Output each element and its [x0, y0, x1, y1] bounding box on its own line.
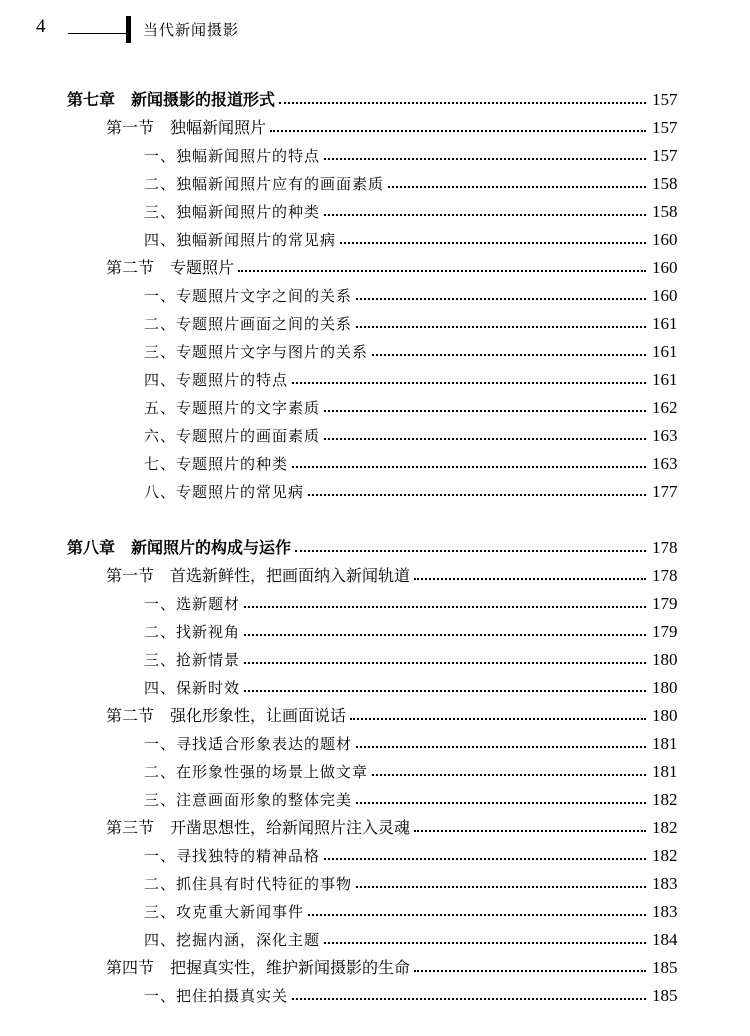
toc-item	[0, 756, 750, 784]
toc-chapter-block	[0, 532, 750, 1008]
toc-item	[0, 840, 750, 868]
toc-title: 三、专题照片文字与图片的关系	[144, 343, 369, 361]
toc-title: 第一节 独幅新闻照片	[106, 118, 267, 137]
toc-title: 三、攻克重大新闻事件	[144, 903, 305, 921]
dot-leader	[356, 886, 646, 888]
dot-leader	[356, 802, 646, 804]
toc-section	[0, 700, 750, 728]
toc-item	[0, 140, 750, 168]
table-of-contents	[0, 84, 750, 1036]
dot-leader	[324, 158, 646, 160]
header-rule	[68, 33, 126, 34]
toc-page-number: 181	[652, 734, 678, 753]
toc-page-number: 161	[652, 370, 678, 389]
toc-page-number: 180	[652, 678, 678, 697]
toc-item	[0, 168, 750, 196]
toc-title: 第七章 新闻摄影的报道形式	[67, 90, 276, 109]
toc-item	[0, 476, 750, 504]
dot-leader	[372, 354, 646, 356]
toc-title: 六、专题照片的画面素质	[144, 427, 321, 445]
toc-title: 三、独幅新闻照片的种类	[144, 203, 321, 221]
running-title: 当代新闻摄影	[143, 21, 240, 39]
toc-title: 七、专题照片的种类	[144, 455, 289, 473]
toc-title: 第一节 首选新鲜性，把画面纳入新闻轨道	[106, 566, 411, 585]
dot-leader	[292, 998, 646, 1000]
dot-leader	[324, 942, 646, 944]
toc-title: 第二节 专题照片	[106, 258, 235, 277]
dot-leader	[244, 606, 646, 608]
toc-page-number: 181	[652, 762, 678, 781]
toc-item	[0, 924, 750, 952]
dot-leader	[295, 550, 646, 552]
toc-title: 一、选新题材	[144, 595, 241, 613]
toc-title: 八、专题照片的常见病	[144, 483, 305, 501]
toc-item	[0, 672, 750, 700]
dot-leader	[414, 578, 646, 580]
toc-item	[0, 280, 750, 308]
toc-title: 第三节 开凿思想性，给新闻照片注入灵魂	[106, 818, 411, 837]
toc-item	[0, 784, 750, 812]
toc-item	[0, 588, 750, 616]
toc-page-number: 162	[652, 398, 678, 417]
toc-page-number: 161	[652, 314, 678, 333]
toc-title: 二、抓住具有时代特征的事物	[144, 875, 353, 893]
toc-item	[0, 392, 750, 420]
toc-title: 四、专题照片的特点	[144, 371, 289, 389]
toc-page-number: 160	[652, 230, 678, 249]
toc-title: 一、专题照片文字之间的关系	[144, 287, 353, 305]
page-header	[0, 0, 750, 56]
dot-leader	[270, 130, 646, 132]
toc-chapter	[0, 532, 750, 560]
dot-leader	[388, 186, 646, 188]
toc-title: 第八章 新闻照片的构成与运作	[67, 538, 292, 557]
dot-leader	[308, 494, 646, 496]
dot-leader	[324, 858, 646, 860]
toc-page-number: 183	[652, 902, 678, 921]
toc-page-number: 157	[652, 146, 678, 165]
page-number: 4	[36, 16, 46, 37]
toc-page-number: 157	[652, 90, 678, 109]
toc-section	[0, 952, 750, 980]
dot-leader	[340, 242, 646, 244]
toc-page-number: 182	[652, 790, 678, 809]
dot-leader	[414, 970, 646, 972]
toc-page-number: 179	[652, 622, 678, 641]
dot-leader	[238, 270, 646, 272]
toc-item	[0, 308, 750, 336]
dot-leader	[324, 438, 646, 440]
toc-title: 三、注意画面形象的整体完美	[144, 791, 353, 809]
toc-title: 三、抢新情景	[144, 651, 241, 669]
dot-leader	[308, 914, 646, 916]
toc-page-number: 179	[652, 594, 678, 613]
toc-item	[0, 224, 750, 252]
dot-leader	[372, 774, 646, 776]
toc-page-number: 163	[652, 454, 678, 473]
toc-page-number: 178	[652, 538, 678, 557]
toc-page-number: 177	[652, 482, 678, 501]
dot-leader	[356, 326, 646, 328]
toc-page-number: 183	[652, 874, 678, 893]
toc-title: 一、独幅新闻照片的特点	[144, 147, 321, 165]
dot-leader	[356, 298, 646, 300]
toc-title: 一、寻找适合形象表达的题材	[144, 735, 353, 753]
toc-item	[0, 616, 750, 644]
toc-title: 二、专题照片画面之间的关系	[144, 315, 353, 333]
toc-page-number: 161	[652, 342, 678, 361]
toc-page-number: 180	[652, 706, 678, 725]
dot-leader	[356, 746, 646, 748]
dot-leader	[279, 102, 646, 104]
toc-page-number: 180	[652, 650, 678, 669]
toc-item	[0, 728, 750, 756]
toc-title: 四、挖掘内涵，深化主题	[144, 931, 321, 949]
toc-item	[0, 644, 750, 672]
toc-section	[0, 252, 750, 280]
toc-item	[0, 196, 750, 224]
toc-title: 四、独幅新闻照片的常见病	[144, 231, 337, 249]
dot-leader	[324, 214, 646, 216]
dot-leader	[244, 662, 646, 664]
toc-page-number: 178	[652, 566, 678, 585]
toc-section	[0, 112, 750, 140]
toc-title: 四、保新时效	[144, 679, 241, 697]
toc-title: 第二节 强化形象性，让画面说话	[106, 706, 347, 725]
toc-chapter-block	[0, 84, 750, 504]
dot-leader	[350, 718, 646, 720]
toc-page-number: 158	[652, 202, 678, 221]
toc-page-number: 163	[652, 426, 678, 445]
dot-leader	[244, 690, 646, 692]
dot-leader	[324, 410, 646, 412]
toc-section	[0, 560, 750, 588]
dot-leader	[292, 466, 646, 468]
toc-title: 第四节 把握真实性，维护新闻摄影的生命	[106, 958, 411, 977]
toc-item	[0, 448, 750, 476]
toc-item	[0, 364, 750, 392]
toc-chapter	[0, 84, 750, 112]
toc-page-number: 182	[652, 818, 678, 837]
dot-leader	[244, 634, 646, 636]
toc-title: 一、寻找独特的精神品格	[144, 847, 321, 865]
toc-section	[0, 812, 750, 840]
toc-page-number: 160	[652, 286, 678, 305]
toc-page-number: 185	[652, 986, 678, 1005]
toc-item	[0, 980, 750, 1008]
toc-item	[0, 896, 750, 924]
toc-title: 二、在形象性强的场景上做文章	[144, 763, 369, 781]
header-bar	[126, 16, 131, 43]
toc-page-number: 185	[652, 958, 678, 977]
toc-title: 五、专题照片的文字素质	[144, 399, 321, 417]
toc-page-number: 158	[652, 174, 678, 193]
toc-title: 二、独幅新闻照片应有的画面素质	[144, 175, 385, 193]
toc-item	[0, 420, 750, 448]
dot-leader	[292, 382, 646, 384]
toc-item	[0, 868, 750, 896]
toc-page-number: 160	[652, 258, 678, 277]
dot-leader	[414, 830, 646, 832]
toc-title: 一、把住拍摄真实关	[144, 987, 289, 1005]
toc-page-number: 157	[652, 118, 678, 137]
toc-page-number: 184	[652, 930, 678, 949]
toc-title: 二、找新视角	[144, 623, 241, 641]
toc-page-number: 182	[652, 846, 678, 865]
toc-item	[0, 336, 750, 364]
